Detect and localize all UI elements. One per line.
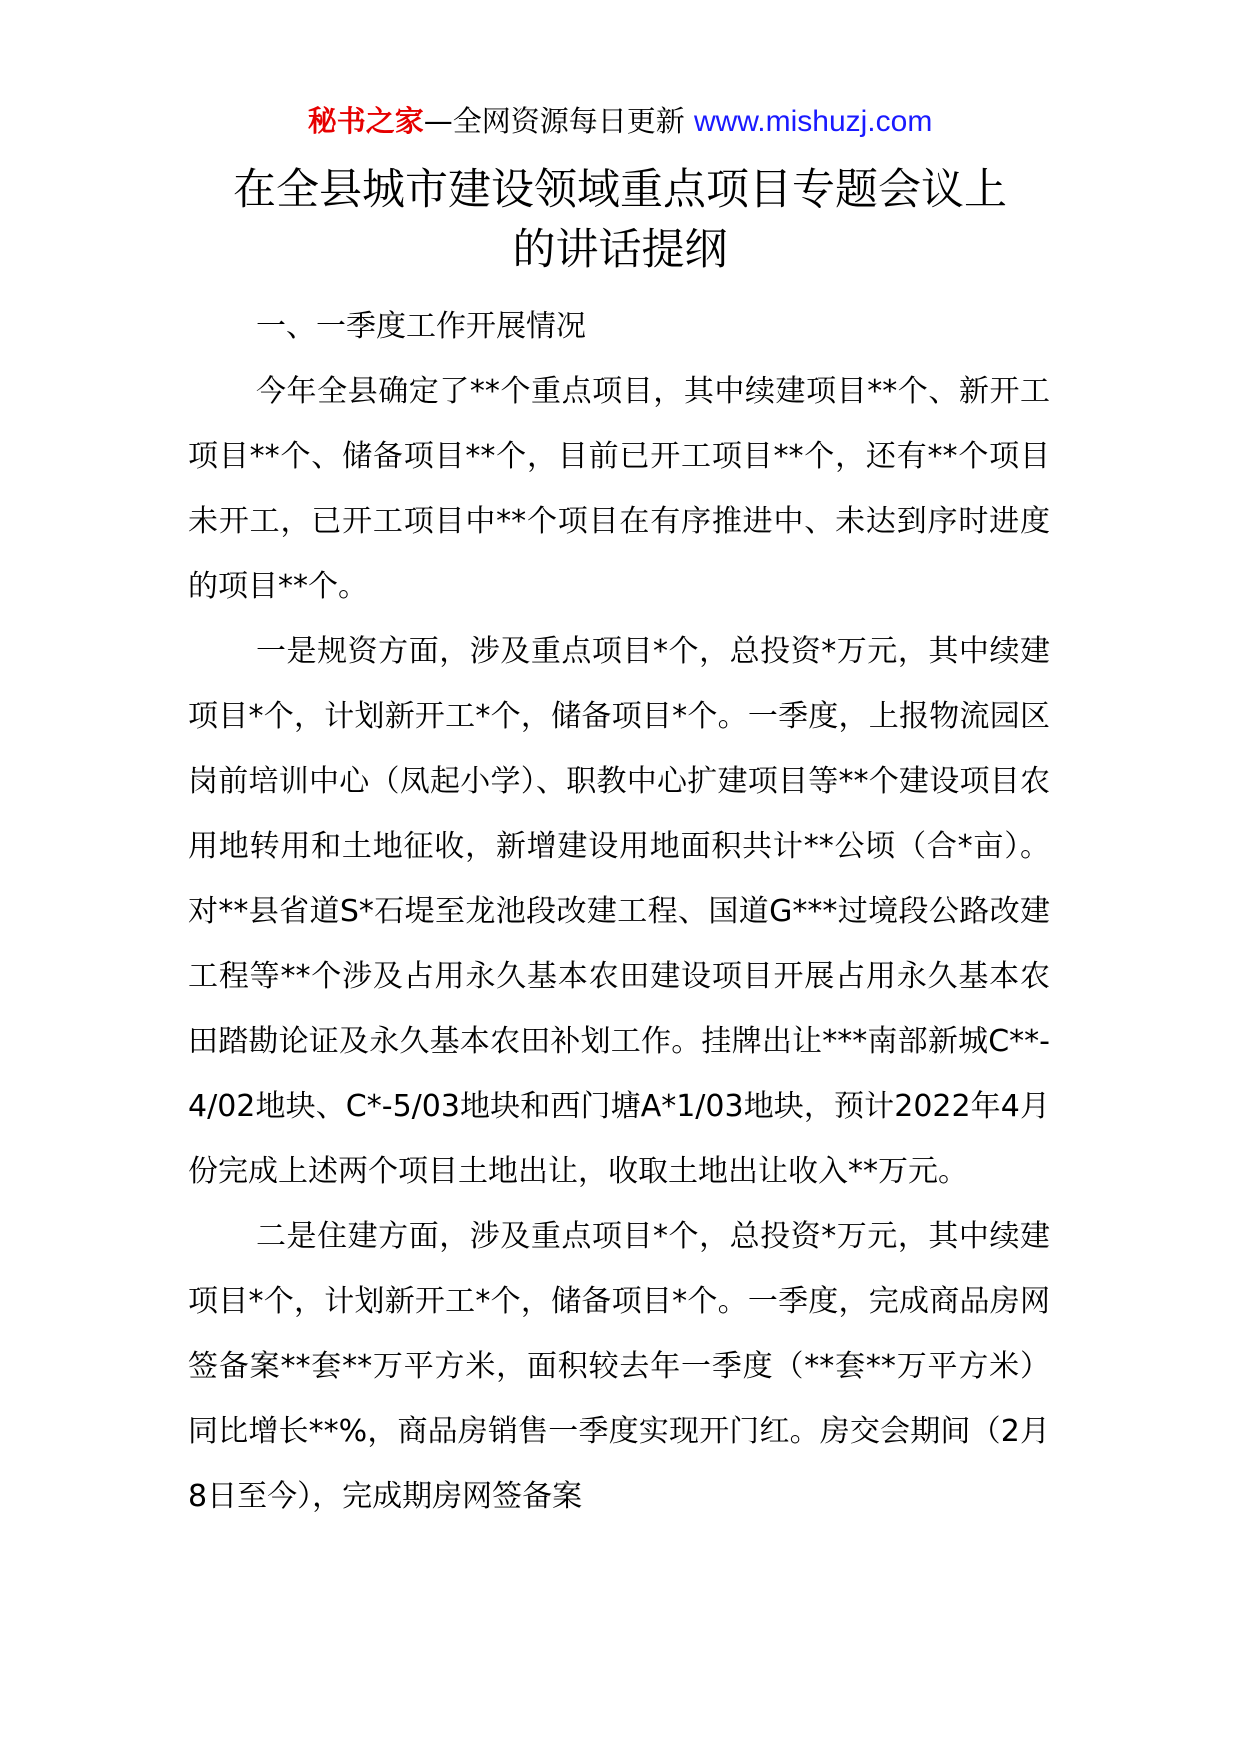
paragraph-housing: 二是住建方面，涉及重点项目*个，总投资*万元，其中续建项目*个，计划新开工*个，储备项目*个。一季度，完成商品房网签备案**套**万平方米，面积较去年一季度（**套**万平方米）同比增长**%，商品房销售一季度实现开门红。房交会期间（2月8日至今），完成期房网签备案 (188, 1219, 1050, 1514)
title-line-2: 的讲话提纲 (512, 225, 728, 275)
paragraph-land-resources: 一是规资方面，涉及重点项目*个，总投资*万元，其中续建项目*个，计划新开工*个，储备项目*个。一季度，上报物流园区岗前培训中心（凤起小学）、职教中心扩建项目等**个建设项目农用地转用和土地征收，新增建设用地面积共计**公顷（合*亩）。对**县省道S*石堤至龙池段改建工程、国道G***过境段公路改建工程等**个涉及占用永久基本农田建设项目开展占用永久基本农田踏勘论证及永久基本农田补划工作。挂牌出让***南部新城C**-4/02地块、C*-5/03地块和西门塘A*1/03地块，预计2022年4月份完成上述两个项目土地出让，收取土地出让收入**万元。 (188, 634, 1050, 1189)
title-line-1: 在全县城市建设领域重点项目专题会议上 (233, 165, 1007, 215)
paragraph-overview: 今年全县确定了**个重点项目，其中续建项目**个、新开工项目**个、储备项目**个，目前已开工项目**个，还有**个项目未开工，已开工项目中**个项目在有序推进中、未达到序时进度的项目**个。 (188, 374, 1050, 604)
brand-name: 秘书之家 (307, 104, 424, 138)
header-tagline: —全网资源每日更新 (423, 104, 685, 138)
site-header (0, 101, 1240, 142)
document-title (170, 160, 1070, 280)
site-url-link[interactable]: www.mishuzj.com (693, 105, 933, 138)
document-body (188, 294, 1050, 1529)
section-heading: 一、一季度工作开展情况 (256, 309, 586, 344)
